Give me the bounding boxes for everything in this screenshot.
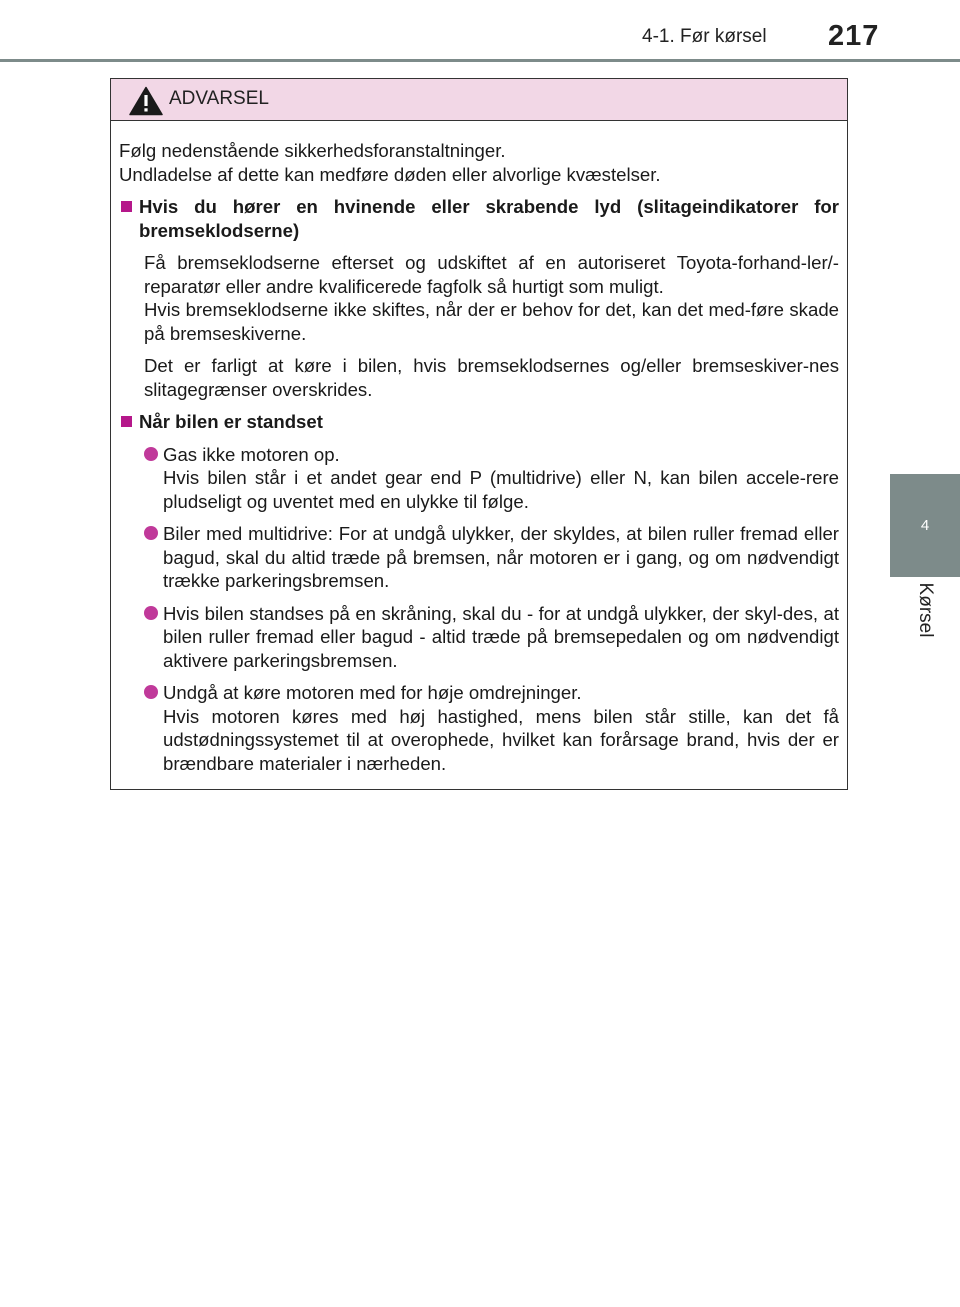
warning-header — [111, 79, 847, 121]
chapter-label: Kørsel — [915, 582, 936, 638]
warning-intro-line: Følg nedenstående sikkerhedsforanstaltninger. — [119, 140, 506, 161]
section-heading-text: Når bilen er standset — [139, 411, 323, 432]
warning-intro-line: Undladelse af dette kan medføre døden eller alvorlige kvæstelser. — [119, 163, 661, 185]
section-heading-text: Hvis du hører en hvinende eller skrabende lyd (slitageindikatorer for bremseklodserne) — [139, 196, 839, 241]
chapter-number: 4 — [920, 517, 930, 534]
circle-bullet-icon — [144, 606, 158, 620]
circle-bullet-icon — [144, 447, 158, 461]
section-heading — [119, 195, 839, 242]
section-paragraph: Det er farligt at køre i bilen, hvis bremseklodsernes og/eller bremseskiver-nes slitagegrænser overskrides. — [144, 355, 839, 400]
section-heading — [119, 410, 839, 434]
warning-title: ADVARSEL — [169, 88, 269, 109]
list-item: Biler med multidrive: For at undgå ulykker, der skyldes, at bilen ruller fremad eller bagud, skal du altid træde på bremsen, når motoren er i gang, og om nødvendigt trække parkeringsbremsen. — [144, 522, 839, 593]
circle-bullet-icon — [144, 685, 158, 699]
list-item: Undgå at køre motoren med for høje omdrejninger. Hvis motoren køres med høj hastighed, mens bilen står stille, kan det få udstødningssystemet til at overophede, hvilket kan forårsage brand, hvis der er brændbare materialer i nærheden. — [144, 681, 839, 775]
square-bullet-icon — [121, 201, 132, 212]
circle-bullet-icon — [144, 526, 158, 540]
page-section-title: 4-1. Før kørsel — [642, 26, 767, 47]
warning-body — [111, 121, 847, 775]
warning-triangle-icon — [129, 86, 163, 116]
list-item: Gas ikke motoren op. Hvis bilen står i et andet gear end P (multidrive) eller N, kan bilen accele-rere pludseligt og uventet med en ulykke til følge. — [144, 443, 839, 514]
list-item: Hvis bilen standses på en skråning, skal du - for at undgå ulykker, der skyl-des, at bilen ruller fremad eller bagud - altid træde på bremsepedalen og om nødvendigt aktivere parkeringsbremsen. — [144, 602, 839, 673]
header-rule — [0, 59, 960, 62]
warning-box — [110, 78, 848, 790]
page-number: 217 — [828, 20, 880, 52]
square-bullet-icon — [121, 416, 132, 427]
section-paragraph: Få bremseklodserne efterset og udskiftet af en autoriseret Toyota-forhand-ler/-reparatør eller andre kvalificerede fagfolk så hurtigt som muligt. Hvis bremseklodserne ikke skiftes, når der er behov for det, kan det med-føre skade på bremseskiverne. — [144, 252, 839, 344]
